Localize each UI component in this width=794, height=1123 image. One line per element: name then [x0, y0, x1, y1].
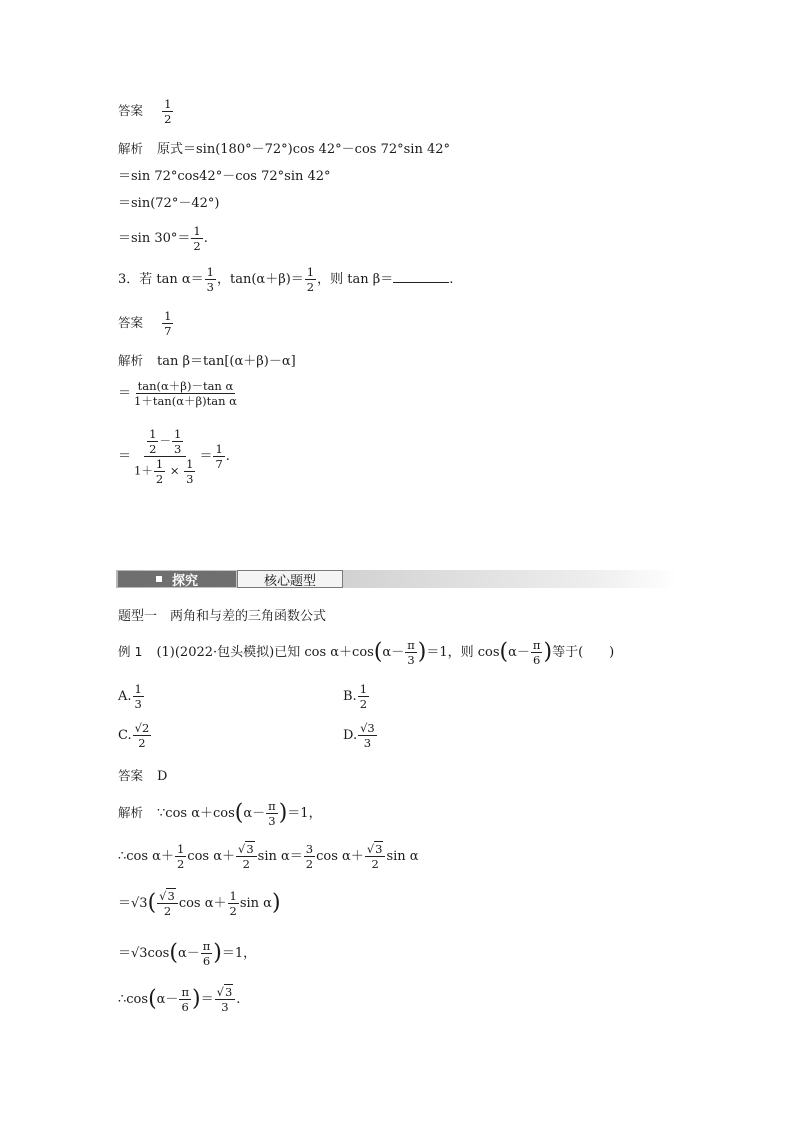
p3-question: 3．若 tan α＝ $\frac{1}{3}$ ，tan(α＋β)＝ $\frac{1}{2}$ ，则 tan β＝ . — [118, 265, 454, 295]
example1-analysis-line1: 解析 ∵cos α＋cos(α－ $\frac{\pi}{3}$ )＝1， — [118, 799, 322, 829]
p3-analysis-line3: ＝ $\frac{1}{2}$ － $\frac{1}{3}$ 1＋ $\frac{1}{2}$ × $\frac{1}{3}$ ＝ $\frac{1}{7}$ . — [118, 427, 230, 487]
example1-analysis-line5: ∴cos(α－ $\frac{\pi}{6}$ )＝ $\frac{√3}{3}$ . — [118, 985, 241, 1015]
p3-analysis-line2: ＝ $\frac{\text{tan(α＋β)－tan α}}{\text{1＋tan(α＋β)tan α}}$ — [118, 379, 237, 409]
option-d[interactable]: D. $\frac{√3}{3}$ — [343, 721, 375, 751]
p2-analysis-line3: ＝sin(72°－42°) — [118, 196, 220, 211]
answer-label: 答案 — [118, 103, 144, 119]
example1-analysis-line2: ∴cos α＋ $\frac{1}{2}$ cos α＋ $\frac{√3}{2}$ sin α＝ $\frac{3}{2}$ cos α＋ $\frac{√3}{2}$ sin α — [118, 842, 419, 872]
p2-analysis-line4: ＝sin 30°＝ $\frac{1}{2}$ . — [118, 224, 208, 254]
p2-answer-fraction: $\frac{1}{2}$ — [164, 97, 172, 127]
complex-fraction: $\frac{1}{2}$ － $\frac{1}{3}$ 1＋ $\frac{1}{2}$ × $\frac{1}{3}$ — [134, 427, 194, 487]
option-a[interactable]: A. $\frac{1}{3}$ — [118, 682, 142, 712]
analysis-label: 解析 — [118, 141, 144, 156]
p3-answer-line: 答案 $\frac{1}{7}$ — [118, 309, 172, 339]
p3-answer-fraction: $\frac{1}{7}$ — [164, 309, 172, 339]
p3-analysis-line1: 解析 tan β＝tan[(α＋β)－α] — [118, 353, 296, 369]
example1-analysis-line4: ＝√3cos(α－ $\frac{\pi}{6}$ )＝1， — [118, 939, 257, 969]
square-bullet-icon — [156, 576, 162, 582]
p2-analysis-line1: 解析 原式＝sin(180°－72°)cos 42°－cos 72°sin 42° — [118, 141, 450, 157]
example1-analysis-line3: ＝√3( $\frac{√3}{2}$ cos α＋ $\frac{1}{2}$ sin α) — [118, 889, 281, 919]
option-b[interactable]: B. $\frac{1}{2}$ — [343, 682, 368, 712]
section-tag-core-types: 核心题型 — [237, 570, 343, 588]
p2-answer-line — [118, 98, 174, 125]
answer-blank — [393, 282, 449, 283]
section-header-bar — [116, 570, 678, 588]
p2-analysis-line2: ＝sin 72°cos42°－cos 72°sin 42° — [118, 169, 331, 184]
example1-answer: 答案 D — [118, 768, 168, 784]
example1-question: 例 1 (1)(2022·包头模拟)已知 cos α＋cos(α－ $\frac{\pi}{3}$ )＝1，则 cos(α－ $\frac{\pi}{6}$ )等于( ) — [118, 638, 615, 668]
topic-heading: 题型一 两角和与差的三角函数公式 — [118, 609, 327, 624]
option-c[interactable]: C. $\frac{√2}{2}$ — [118, 721, 150, 751]
section-tag-explore: 探究 — [118, 571, 236, 587]
